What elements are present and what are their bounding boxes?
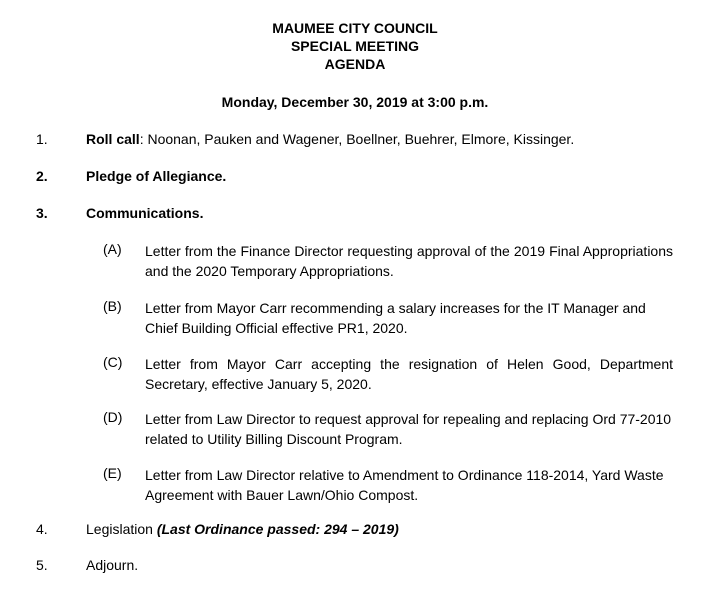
meeting-date: Monday, December 30, 2019 at 3:00 p.m.: [221, 94, 489, 110]
sub-item-letter: (E): [103, 465, 122, 481]
last-ordinance-note: (Last Ordinance passed: 294 – 2019): [156, 521, 399, 537]
item-number: 4.: [36, 521, 48, 537]
sub-item-text: Letter from Law Director relative to Amendment to Ordinance 118-2014, Yard Waste Agreement with Bauer Lawn/Ohio Compost.: [145, 467, 664, 503]
adjourn-label: Adjourn.: [86, 557, 139, 573]
item-text: [86, 131, 574, 147]
item-number: 3.: [36, 205, 48, 221]
item-number: 1.: [36, 131, 48, 147]
pledge-label: Pledge of Allegiance.: [86, 168, 227, 184]
meeting-type-heading: SPECIAL MEETING: [290, 38, 420, 54]
sub-item-letter: (A): [103, 241, 122, 257]
roll-call-members: : Noonan, Pauken and Wagener, Boellner, Buehrer, Elmore, Kissinger.: [139, 131, 575, 147]
council-name-heading: MAUMEE CITY COUNCIL: [272, 20, 438, 36]
communications-label: Communications.: [86, 205, 204, 221]
roll-call-label: Roll call: [86, 131, 140, 147]
sub-item-letter: (B): [103, 298, 122, 314]
agenda-heading: AGENDA: [324, 56, 386, 72]
sub-item-text: Letter from Mayor Carr recommending a salary increases for the IT Manager and Chief Building Official effective PR1, 2020.: [145, 300, 646, 336]
sub-item-text: Letter from Law Director to request approval for repealing and replacing Ord 77-2010 related to Utility Billing Discount Program.: [145, 411, 672, 447]
item-number: 5.: [36, 557, 48, 573]
item-text: [86, 521, 399, 537]
sub-item-text: Letter from the Finance Director requesting approval of the 2019 Final Appropriations and the 2020 Temporary Appropriations.: [145, 243, 673, 279]
sub-item-letter: (C): [103, 354, 123, 370]
sub-item-text: Letter from Mayor Carr accepting the resignation of Helen Good, Department Secretary, effective January 5, 2020.: [145, 356, 673, 392]
legislation-label: Legislation: [86, 521, 153, 537]
sub-item-letter: (D): [103, 409, 123, 425]
item-number: 2.: [36, 168, 48, 184]
